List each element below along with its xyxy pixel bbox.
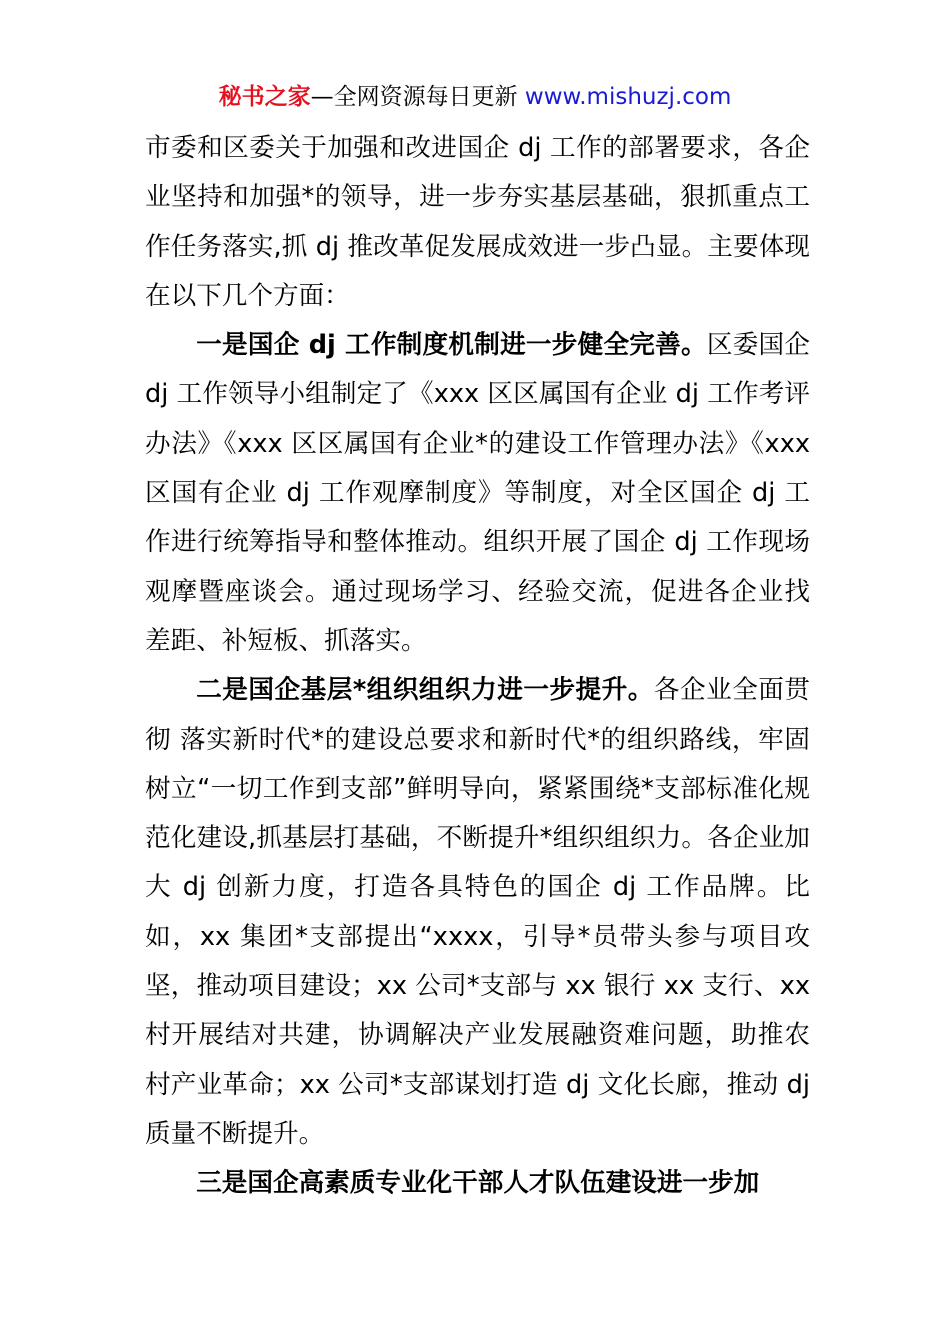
page-header (0, 80, 950, 114)
header-tagline: —全网资源每日更新 (310, 84, 525, 110)
paragraph-intro: 市委和区委关于加强和改进国企 dj 工作的部署要求，各企业坚持和加强*的领导，进一步夯实基层基础，狠抓重点工作任务落实,抓 dj 推改革促发展成效进一步凸显。主要体现在以下几个方面： (145, 133, 810, 311)
paragraph-2-heading: 二是国企基层*组织组织力进一步提升。 (196, 675, 654, 706)
document-body (145, 124, 810, 1209)
paragraph-1-heading: 一是国企 dj 工作制度机制进一步健全完善。 (196, 330, 707, 361)
paragraph-1 (145, 321, 810, 666)
paragraph-3 (145, 1159, 810, 1208)
website-link[interactable]: www.mishuzj.com (524, 84, 732, 110)
paragraph-3-heading: 三是国企高素质专业化干部人才队伍建设进一步加 (196, 1168, 760, 1199)
paragraph-2 (145, 666, 810, 1159)
paragraph-2-text: 各企业全面贯彻 落实新时代*的建设总要求和新时代*的组织路线，牢固树立“一切工作到支部”鲜明导向，紧紧围绕*支部标准化规范化建设,抓基层打基础，不断提升*组织组织力。各企业加大 dj 创新力度，打造各具特色的国企 dj 工作品牌。比如，xx 集团*支部提出“xxxx，引导*员带头参与项目攻坚，推动项目建设；xx 公司*支部与 xx 银行 xx 支行、xx 村开展结对共建，协调解决产业发展融资难问题，助推农村产业革命；xx 公司*支部谋划打造 dj 文化长廊，推动 dj 质量不断提升。 (145, 675, 810, 1149)
brand-name: 秘书之家 (218, 84, 311, 110)
paragraph-1-text: 区委国企 dj 工作领导小组制定了《xxx 区区属国有企业 dj 工作考评办法》《xxx 区区属国有企业*的建设工作管理办法》《xxx 区国有企业 dj 工作观摩制度》等制度，对全区国企 dj 工作进行统筹指导和整体推动。组织开展了国企 dj 工作现场观摩暨座谈会。通过现场学习、经验交流，促进各企业找差距、补短板、抓落实。 (145, 330, 810, 656)
